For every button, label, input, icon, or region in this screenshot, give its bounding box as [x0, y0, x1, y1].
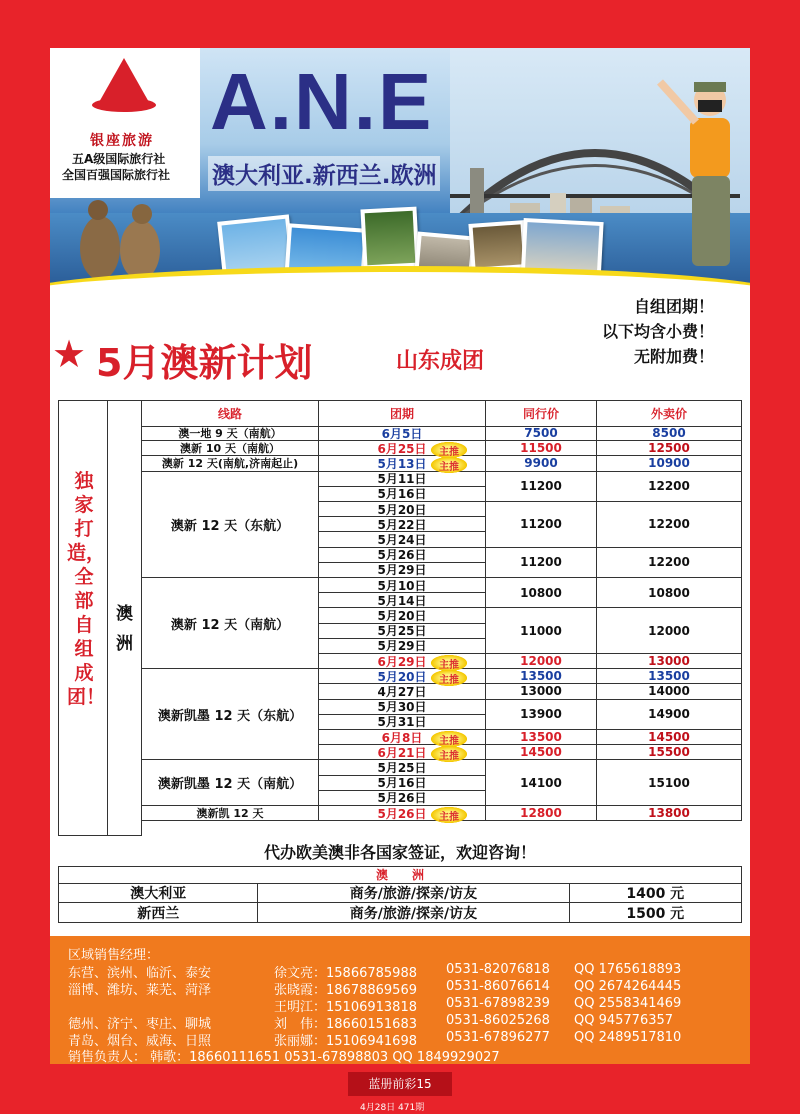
- slogan-vertical: 独家打造，全部自组成团！: [67, 470, 106, 708]
- contact-label: 区域销售经理：: [68, 948, 160, 963]
- tour-date: 5月26日: [377, 791, 427, 806]
- brand-title: A.N.E: [210, 57, 434, 146]
- peer-price: 11200: [486, 472, 597, 502]
- visa-notice: 代办欧美澳非各国家签证，欢迎咨询！: [263, 843, 536, 862]
- contact-person: 徐文亮：15866785988: [274, 966, 417, 981]
- tour-date: 5月20日: [377, 669, 427, 684]
- peer-price: 13900: [486, 700, 597, 730]
- featured-badge: 主推: [431, 746, 467, 762]
- tour-date: 6月29日: [377, 654, 427, 669]
- tour-date: 5月30日: [377, 700, 427, 715]
- main-title: 5月澳新计划: [96, 341, 313, 385]
- tour-date: 6月5日: [381, 426, 423, 441]
- route-name: 澳新 12 天（东航）: [142, 472, 319, 578]
- contact-tel: 0531-86076614: [446, 979, 550, 994]
- tour-date: 5月29日: [377, 639, 427, 654]
- visa-row: [59, 903, 741, 922]
- peer-price: 13500: [486, 669, 597, 684]
- visa-country: 澳大利亚: [59, 884, 258, 902]
- contact-qq: QQ 1765618893: [574, 962, 682, 977]
- retail-price: 12200: [597, 502, 742, 548]
- featured-badge: 主推: [431, 457, 467, 473]
- tour-date: 5月14日: [377, 593, 427, 608]
- retail-price: 12200: [597, 472, 742, 502]
- contact-person: 刘 伟：18660151683: [274, 1017, 417, 1032]
- sub-title: 山东成团: [396, 349, 485, 374]
- title-star-icon: ★: [52, 332, 87, 376]
- table-header: [142, 400, 742, 426]
- retail-price: 14900: [597, 700, 742, 730]
- contact-area-2: 淄博、潍坊、莱芜、菏泽: [68, 983, 212, 998]
- tour-date: 5月11日: [377, 472, 427, 487]
- contact-qq: QQ 945776357: [574, 1013, 674, 1028]
- visa-price: 1400 元: [626, 886, 685, 902]
- tour-date: 6月25日: [377, 441, 427, 456]
- peer-price: 12800: [486, 806, 597, 821]
- logo-name: 银座旅游: [90, 133, 154, 149]
- featured-badge: 主推: [431, 807, 467, 823]
- route-name: 澳新凯墨 12 天（东航）: [142, 669, 319, 760]
- contact-qq: QQ 2558341469: [574, 996, 682, 1011]
- route-name: 澳新凯墨 12 天（南航）: [142, 760, 319, 806]
- column-header: 团期: [319, 401, 486, 427]
- retail-price: 15500: [597, 745, 742, 760]
- visa-type: 商务/旅游/探亲/访友: [258, 903, 569, 922]
- retail-price: 12500: [597, 441, 742, 456]
- brand-subtitle: 澳大利亚.新西兰.欧洲: [208, 156, 440, 191]
- tour-date: 5月22日: [377, 517, 427, 532]
- contact-person: 张丽娜：15106941698: [274, 1034, 417, 1049]
- region-label: 澳洲: [116, 604, 133, 654]
- logo-wave-icon: [92, 98, 156, 112]
- tour-date: 5月16日: [377, 487, 427, 502]
- contact-area-4: 青岛、烟台、威海、日照: [68, 1034, 212, 1049]
- contact-tel: 0531-67898239: [446, 996, 550, 1011]
- route-name: 澳新 12 天（南航）: [142, 578, 319, 669]
- retail-price: 13500: [597, 669, 742, 684]
- visa-type: 商务/旅游/探亲/访友: [258, 884, 569, 902]
- tour-date: 5月29日: [377, 563, 427, 578]
- peer-price: 14500: [486, 745, 597, 760]
- issue-date: 4月28日 471期: [360, 1103, 425, 1113]
- peer-price: 11000: [486, 608, 597, 654]
- note-1: 自组团期！: [634, 297, 715, 316]
- logo-tagline-2: 全国百强国际旅行社: [62, 168, 171, 182]
- kangaroo-image: [60, 188, 170, 283]
- slogan-column: [58, 400, 108, 836]
- photo-forest: [360, 207, 419, 270]
- tour-date: 5月20日: [377, 608, 427, 623]
- route-name: 澳新 12 天(南航,济南起止): [142, 456, 319, 471]
- featured-badge: 主推: [431, 442, 467, 458]
- visa-country: 新西兰: [59, 903, 258, 922]
- tour-date: 5月24日: [377, 532, 427, 547]
- tour-date: 5月25日: [377, 760, 427, 775]
- tour-date: 4月27日: [377, 684, 427, 699]
- page-label: 蓝册前彩15: [348, 1072, 452, 1096]
- contact-area-3: 德州、济宁、枣庄、聊城: [68, 1017, 212, 1032]
- contact-tel: 0531-82076818: [446, 962, 550, 977]
- tour-date: 6月8日: [381, 730, 423, 745]
- featured-badge: 主推: [431, 655, 467, 671]
- tour-date: 6月21日: [377, 745, 427, 760]
- contact-person: 王明江：15106913818: [274, 1000, 417, 1015]
- retail-price: 8500: [597, 426, 742, 441]
- visa-row: [59, 884, 741, 903]
- retail-price: 15100: [597, 760, 742, 806]
- contact-box: [50, 936, 750, 1064]
- peer-price: 10800: [486, 578, 597, 608]
- retail-price: 12200: [597, 548, 742, 578]
- column-header: 线路: [142, 401, 319, 427]
- tour-date: 5月13日: [377, 456, 427, 471]
- region-column: [108, 400, 142, 836]
- route-name: 澳新凯 12 天: [142, 806, 319, 821]
- note-2: 以下均含小费！: [602, 322, 715, 341]
- contact-area-1: 东营、滨州、临沂、泰安: [68, 966, 212, 981]
- route-name: 澳新 10 天（南航）: [142, 441, 319, 456]
- visa-price: 1500 元: [626, 905, 685, 922]
- brochure-card: [50, 48, 750, 1064]
- retail-price: 13800: [597, 806, 742, 821]
- route-name: 澳一地 9 天（南航）: [142, 426, 319, 441]
- tour-date: 5月26日: [377, 548, 427, 563]
- retail-price: 10800: [597, 578, 742, 608]
- contact-qq: QQ 2489517810: [574, 1030, 682, 1045]
- column-header: 外卖价: [597, 401, 742, 427]
- peer-price: 9900: [486, 456, 597, 471]
- retail-price: 12000: [597, 608, 742, 654]
- visa-table: [58, 866, 742, 923]
- featured-badge: 主推: [431, 670, 467, 686]
- contact-person: 张晓霞：18678869569: [274, 983, 417, 998]
- retail-price: 10900: [597, 456, 742, 471]
- peer-price: 11200: [486, 548, 597, 578]
- peer-price: 11500: [486, 441, 597, 456]
- note-3: 无附加费！: [634, 347, 715, 366]
- tour-date: 5月25日: [377, 624, 427, 639]
- peer-price: 12000: [486, 654, 597, 669]
- featured-badge: 主推: [431, 731, 467, 747]
- photo-cave: [468, 220, 527, 272]
- retail-price: 14000: [597, 684, 742, 699]
- contact-tel: 0531-67896277: [446, 1030, 550, 1045]
- retail-price: 13000: [597, 654, 742, 669]
- peer-price: 14100: [486, 760, 597, 806]
- peer-price: 7500: [486, 426, 597, 441]
- tour-date: 5月16日: [377, 776, 427, 791]
- tour-date: 5月20日: [377, 502, 427, 517]
- peer-price: 13000: [486, 684, 597, 699]
- date-cell: [319, 806, 486, 821]
- tour-date: 5月26日: [377, 806, 427, 821]
- column-header: 同行价: [486, 401, 597, 427]
- sales-lead: 销售负责人： 韩歌：18660111651 0531-67898803 QQ 1849929027: [68, 1050, 500, 1064]
- tour-date: 5月31日: [377, 715, 427, 730]
- girl-with-binoculars-image: [650, 52, 750, 282]
- contact-tel: 0531-86025268: [446, 1013, 550, 1028]
- contact-qq: QQ 2674264445: [574, 979, 682, 994]
- tour-date: 5月10日: [377, 578, 427, 593]
- header-banner: [50, 48, 750, 288]
- peer-price: 11200: [486, 502, 597, 548]
- logo: [50, 48, 200, 198]
- logo-tagline-1: 五A级国际旅行社: [72, 152, 166, 166]
- retail-price: 14500: [597, 730, 742, 745]
- notes: [602, 294, 714, 369]
- visa-table-header: 澳 洲: [59, 867, 741, 884]
- peer-price: 13500: [486, 730, 597, 745]
